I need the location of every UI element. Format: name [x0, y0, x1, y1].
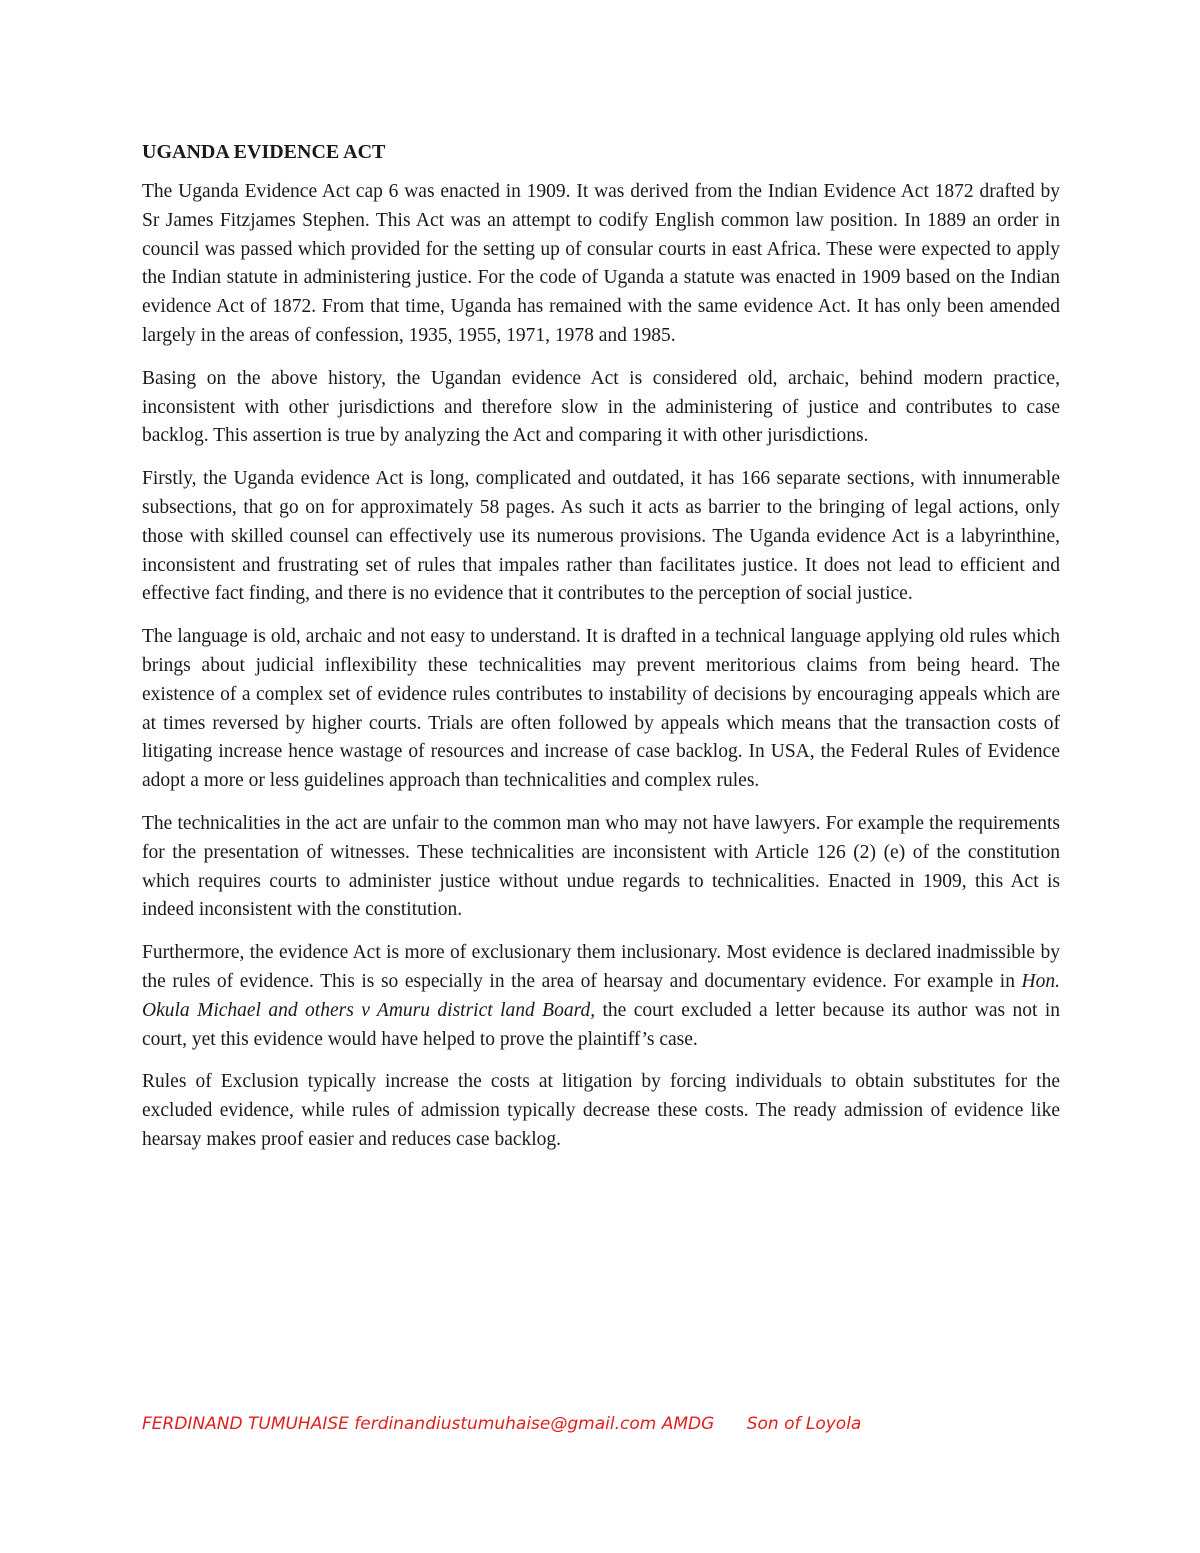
paragraph-technicalities: The technicalities in the act are unfair to the common man who may not have lawyers. For example the requirements for the presentation of witnesses. These technicalities are inconsistent with Article 126 (2) (e) of the constitution which requires courts to administer justice without undue regards to technicalities. Enacted in 1909, this Act is indeed inconsistent with the constitution. [142, 812, 1060, 921]
paragraph-assertion: Basing on the above history, the Ugandan evidence Act is considered old, archaic, behind modern practice, inconsistent with other jurisdictions and therefore slow in the administering of justice and contributes to case backlog. This assertion is true by analyzing the Act and comparing it with other jurisdictions. [142, 367, 1060, 447]
paragraph-exclusionary [142, 939, 1060, 1054]
paragraph-rules-of-exclusion: Rules of Exclusion typically increase the costs at litigation by forcing individuals to obtain substitutes for the excluded evidence, while rules of admission typically decrease these costs. The ready admission of evidence like hearsay makes proof easier and reduces case backlog. [142, 1071, 1060, 1150]
paragraph-text-after-case: the court excluded a letter because its author was not in court, yet this evidence would have helped to prove the plaintiff’s case. [142, 999, 1060, 1050]
document-body [142, 138, 1060, 1169]
footer-tagline: Son of Loyola [746, 1414, 862, 1434]
page-footer [142, 1414, 861, 1434]
paragraph-language: The language is old, archaic and not easy to understand. It is drafted in a technical language applying old rules which brings about judicial inflexibility these technicalities may prevent meritorious claims from being heard. The existence of a complex set of evidence rules contributes to instability of decisions by encouraging appeals which are at times reversed by higher courts. Trials are often followed by appeals which means that the transaction costs of litigating increase hence wastage of resources and increase of case backlog. In USA, the Federal Rules of Evidence adopt a more or less guidelines approach than technicalities and complex rules. [142, 626, 1060, 792]
paragraph-text-before-case: Furthermore, the evidence Act is more of exclusionary them inclusionary. Most evidence is declared inadmissible by the rules of evidence. This is so especially in the area of hearsay and documentary evidence. For example in [142, 942, 1060, 992]
document-title: UGANDA EVIDENCE ACT [142, 141, 386, 163]
paragraph-history: The Uganda Evidence Act cap 6 was enacted in 1909. It was derived from the Indian Evidence Act 1872 drafted by Sr James Fitzjames Stephen. This Act was an attempt to codify English common law position. In 1889 an order in council was passed which provided for the setting up of consular courts in east Africa. These were expected to apply the Indian statute in administering justice. For the code of Uganda a statute was enacted in 1909 based on the Indian evidence Act of 1872. From that time, Uganda has remained with the same evidence Act. It has only been amended largely in the areas of confession, 1935, 1955, 1971, 1978 and 1985. [142, 181, 1060, 346]
footer-author-name: FERDINAND TUMUHAISE [142, 1414, 349, 1434]
footer-motto: AMDG [661, 1414, 715, 1434]
case-citation: Hon. Okula Michael and others v Amuru district land Board, [142, 970, 1060, 1021]
paragraph-firstly: Firstly, the Uganda evidence Act is long, complicated and outdated, it has 166 separate sections, with innumerable subsections, that go on for approximately 58 pages. As such it acts as barrier to the bringing of legal actions, only those with skilled counsel can effectively use its numerous provisions. The Uganda evidence Act is a labyrinthine, inconsistent and frustrating set of rules that impales rather than facilitates justice. It does not lead to efficient and effective fact finding, and there is no evidence that it contributes to the perception of social justice. [142, 468, 1060, 605]
footer-email: ferdinandiustumuhaise@gmail.com [354, 1414, 657, 1434]
